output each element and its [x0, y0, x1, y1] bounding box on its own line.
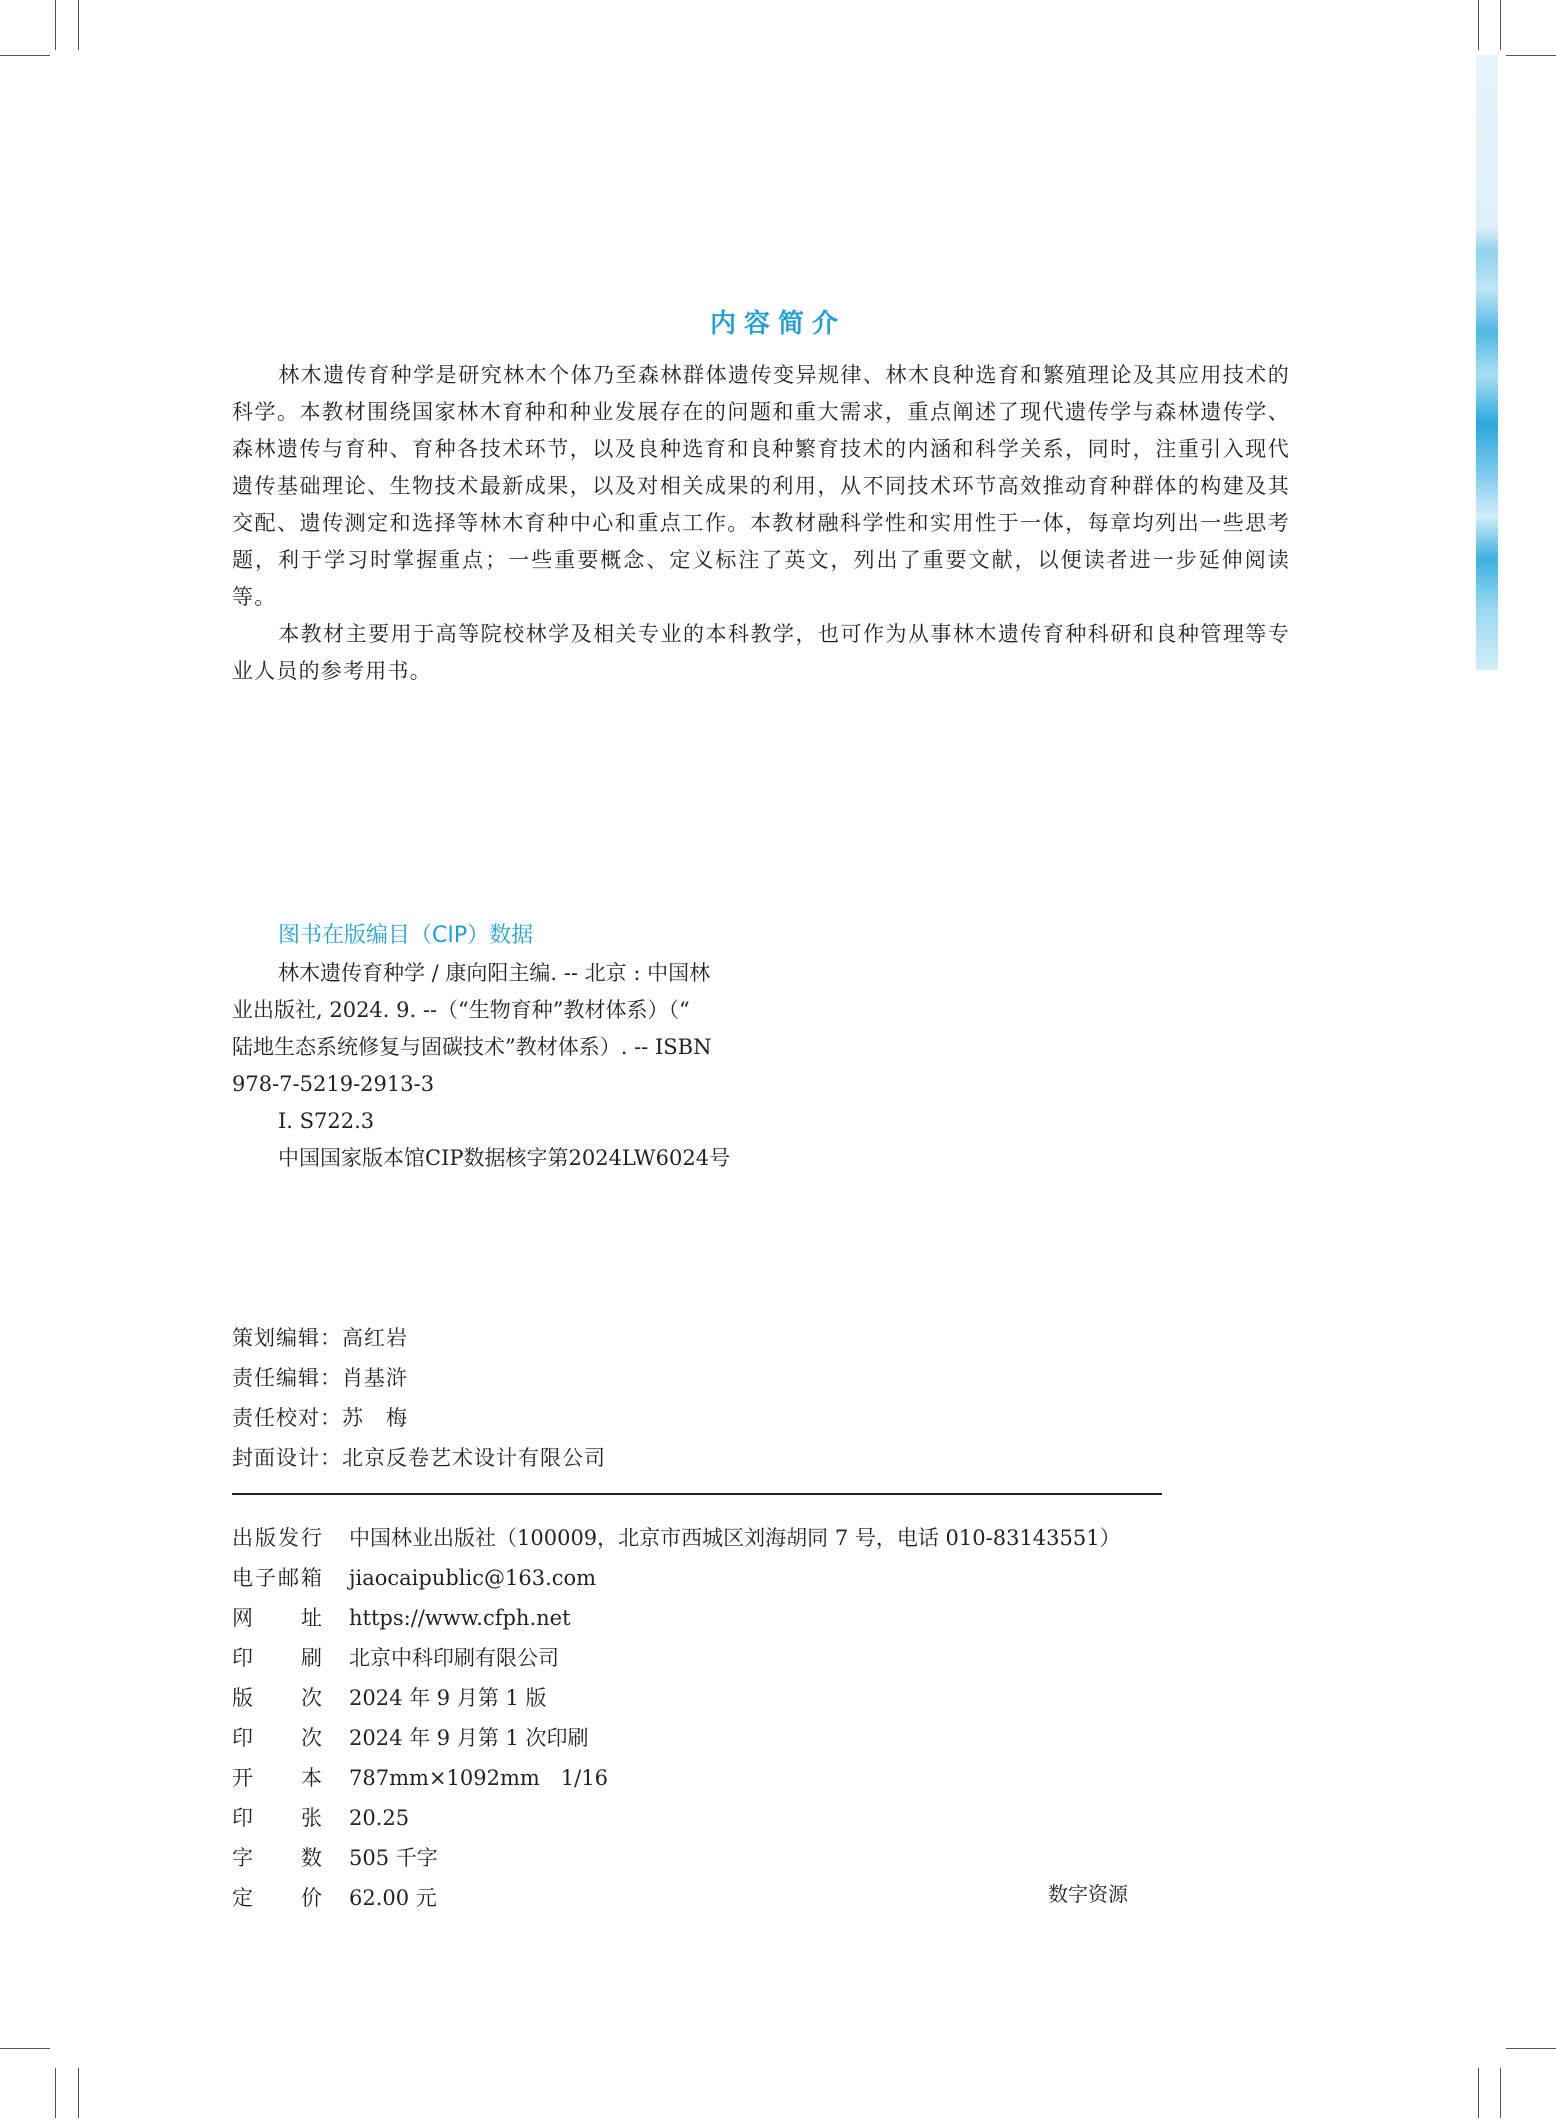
pub-label: 版 次	[232, 1686, 324, 1710]
publication-info	[232, 1518, 1121, 1918]
staff-credits	[232, 1318, 606, 1478]
cip-line: 中国国家版本馆CIP数据核字第2024LW6024号	[278, 1146, 731, 1170]
pub-label: 开 本	[232, 1766, 324, 1790]
pub-value: 62.00 元	[349, 1886, 437, 1910]
crop-mark	[1500, 0, 1501, 50]
pub-row	[232, 1798, 1121, 1838]
pub-row	[232, 1878, 1121, 1918]
intro-paragraph: 本教材主要用于高等院校林学及相关专业的本科教学，也可作为从事林木遗传育种科研和良种管理等专业人员的参考用书。	[232, 622, 1290, 683]
crop-mark	[1478, 0, 1479, 50]
pub-value: 20.25	[349, 1806, 410, 1830]
pub-label: 印 刷	[232, 1646, 324, 1670]
cip-line: 林木遗传育种学 / 康向阳主编. -- 北京 : 中国林	[278, 961, 711, 985]
pub-row	[232, 1638, 1121, 1678]
cip-line: Ⅰ. S722.3	[278, 1109, 375, 1133]
pub-row	[232, 1598, 1121, 1638]
cover-edge-strip	[1476, 55, 1498, 670]
crop-mark	[55, 2068, 56, 2118]
staff-line: 责任编辑：肖基浒	[232, 1366, 408, 1390]
pub-value: 787mm×1092mm 1/16	[349, 1766, 608, 1790]
pub-label: 网 址	[232, 1606, 324, 1630]
cip-line: 业出版社, 2024. 9. --（“生物育种”教材体系）（“	[232, 998, 690, 1022]
pub-label: 字 数	[232, 1846, 324, 1870]
pub-label: 出版发行	[232, 1526, 324, 1550]
pub-label: 定 价	[232, 1886, 324, 1910]
crop-mark	[1506, 55, 1556, 56]
cip-line: 陆地生态系统修复与固碳技术”教材体系）. -- ISBN	[232, 1035, 712, 1059]
divider	[232, 1493, 1162, 1495]
crop-mark	[1506, 2048, 1556, 2049]
pub-value: jiaocaipublic@163.com	[349, 1566, 597, 1590]
cip-title: 图书在版编目（CIP）数据	[278, 923, 534, 948]
pub-row	[232, 1558, 1121, 1598]
pub-row	[232, 1718, 1121, 1758]
pub-value: 505 千字	[349, 1846, 438, 1870]
crop-mark	[78, 2068, 79, 2118]
staff-line: 封面设计：北京反卷艺术设计有限公司	[232, 1446, 606, 1470]
intro-paragraph: 林木遗传育种学是研究林木个体乃至森林群体遗传变异规律、林木良种选育和繁殖理论及其应用技术的科学。本教材围绕国家林木育种和种业发展存在的问题和重大需求，重点阐述了现代遗传学与森林遗传学、森林遗传与育种、育种各技术环节，以及良种选育和良种繁育技术的内涵和科学关系，同时，注重引入现代遗传基础理论、生物技术最新成果，以及对相关成果的利用，从不同技术环节高效推动育种群体的构建及其交配、遗传测定和选择等林木育种中心和重点工作。本教材融科学性和实用性于一体，每章均列出一些思考题，利于学习时掌握重点；一些重要概念、定义标注了英文，列出了重要文献，以便读者进一步延伸阅读等。	[232, 363, 1290, 609]
cip-block	[232, 955, 852, 1177]
intro-body	[232, 357, 1290, 690]
crop-mark	[1478, 2068, 1479, 2118]
pub-value: 2024 年 9 月第 1 次印刷	[349, 1726, 589, 1750]
pub-value: 中国林业出版社（100009，北京市西城区刘海胡同 7 号，电话 010-83143551）	[349, 1526, 1121, 1550]
pub-row	[232, 1518, 1121, 1558]
crop-mark	[78, 0, 79, 50]
pub-label: 印 张	[232, 1806, 324, 1830]
intro-title: 内容简介	[709, 309, 846, 339]
pub-row	[232, 1838, 1121, 1878]
crop-mark	[1500, 2068, 1501, 2118]
digital-resources-label: 数字资源	[1048, 1882, 1128, 1906]
pub-value: https://www.cfph.net	[349, 1606, 571, 1630]
pub-row	[232, 1758, 1121, 1798]
staff-line: 责任校对：苏 梅	[232, 1406, 408, 1430]
crop-mark	[0, 2048, 50, 2049]
pub-value: 2024 年 9 月第 1 版	[349, 1686, 547, 1710]
crop-mark	[55, 0, 56, 50]
staff-line: 策划编辑：高红岩	[232, 1326, 408, 1350]
cip-line: 978-7-5219-2913-3	[232, 1072, 435, 1096]
pub-label: 印 次	[232, 1726, 324, 1750]
pub-label: 电子邮箱	[232, 1566, 324, 1590]
crop-mark	[0, 55, 50, 56]
pub-row	[232, 1678, 1121, 1718]
pub-value: 北京中科印刷有限公司	[349, 1646, 559, 1670]
